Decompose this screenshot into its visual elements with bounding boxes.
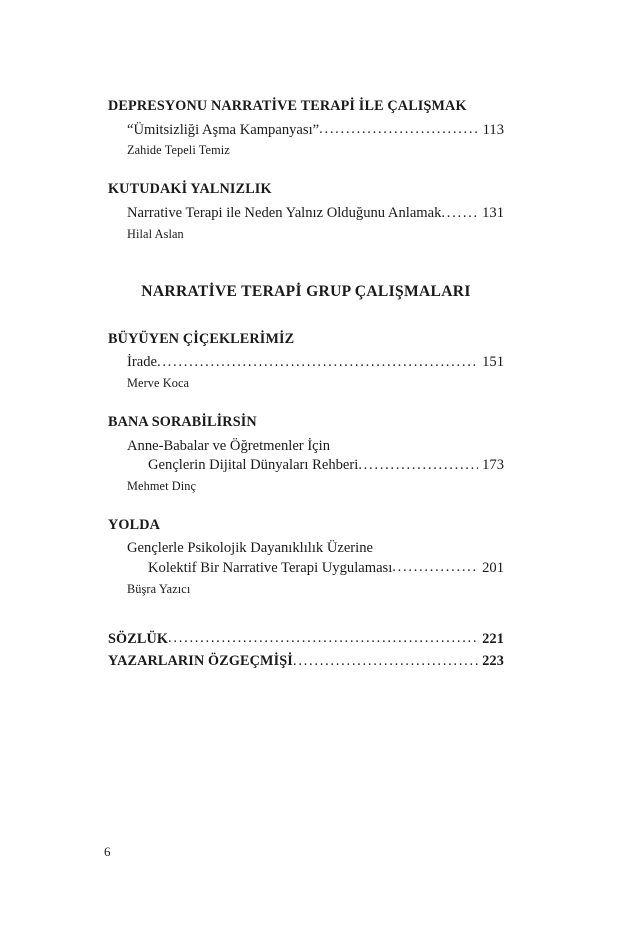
toc-section: [108, 517, 504, 598]
toc-entry-line-continued[interactable]: [127, 456, 504, 476]
entry-page-number: 173: [482, 457, 504, 474]
toc-section: [108, 331, 504, 392]
entry-page-number: 201: [482, 559, 504, 576]
section-title: BÜYÜYEN ÇİÇEKLERİMİZ: [108, 330, 295, 347]
toc-section: [108, 414, 504, 495]
dot-leader: [441, 204, 478, 224]
part-heading: NARRATİVE TERAPİ GRUP ÇALIŞMALARI: [141, 282, 471, 300]
entry-title: Narrative Terapi ile Neden Yalnız Olduğunu Anlamak: [127, 205, 442, 222]
toc-entry-line-continued[interactable]: [127, 559, 504, 579]
dot-leader: [358, 456, 478, 476]
entry-author: Zahide Tepeli Temiz: [127, 143, 230, 158]
toc-section: [108, 181, 504, 242]
section-title: BANA SORABİLİRSİN: [108, 413, 257, 430]
dot-leader: [168, 627, 478, 650]
toc-entry-line-first[interactable]: [127, 539, 504, 559]
entry-title: İrade: [127, 354, 157, 371]
toc-entry-line[interactable]: [127, 353, 504, 373]
section-title: YOLDA: [108, 516, 160, 533]
entry-title-line-1: Anne-Babalar ve Öğretmenler İçin: [127, 437, 331, 454]
backmatter-label: YAZARLARIN ÖZGEÇMİŞİ: [108, 653, 293, 670]
entry-title-line-2: Kolektif Bir Narrative Terapi Uygulaması: [148, 559, 393, 576]
backmatter-page-number: 223: [482, 653, 504, 670]
entry-author: Büşra Yazıcı: [127, 581, 191, 596]
toc-entry[interactable]: [127, 204, 504, 224]
section-title: DEPRESYONU NARRATİVE TERAPİ İLE ÇALIŞMAK: [108, 98, 467, 114]
entry-author: Merve Koca: [127, 375, 190, 390]
toc-entry-line[interactable]: [127, 204, 504, 224]
entry-title-line-1: Gençlerle Psikolojik Dayanıklılık Üzerine: [127, 540, 373, 557]
entry-title-line-2: Gençlerin Dijital Dünyaları Rehberi: [148, 457, 359, 474]
entry-page-number: 131: [482, 205, 504, 222]
toc-entry[interactable]: [127, 353, 504, 373]
dot-leader: [392, 558, 478, 578]
dot-leader: [293, 650, 478, 673]
page-folio-number: 6: [104, 844, 111, 859]
toc-content: [108, 98, 504, 673]
toc-entry[interactable]: [127, 437, 504, 476]
entry-title: “Ümitsizliği Aşma Kampanyası”: [127, 121, 320, 138]
toc-entry[interactable]: [127, 539, 504, 578]
dot-leader: [157, 353, 478, 373]
toc-entry[interactable]: [127, 121, 504, 141]
toc-entry-line[interactable]: [127, 121, 504, 141]
toc-group-top: [108, 98, 504, 243]
toc-backmatter-row[interactable]: [108, 650, 504, 673]
section-title: KUTUDAKİ YALNIZLIK: [108, 181, 272, 198]
toc-backmatter: [108, 628, 504, 673]
entry-author: Hilal Aslan: [127, 226, 184, 241]
dot-leader: [319, 120, 479, 140]
toc-backmatter-row[interactable]: [108, 628, 504, 651]
entry-author: Mehmet Dinç: [127, 478, 197, 493]
backmatter-page-number: 221: [482, 630, 504, 647]
toc-entry-line-first[interactable]: [127, 437, 504, 457]
entry-page-number: 151: [482, 354, 504, 371]
entry-page-number: 113: [482, 121, 504, 138]
toc-section: [108, 98, 504, 159]
backmatter-label: SÖZLÜK: [108, 630, 169, 647]
